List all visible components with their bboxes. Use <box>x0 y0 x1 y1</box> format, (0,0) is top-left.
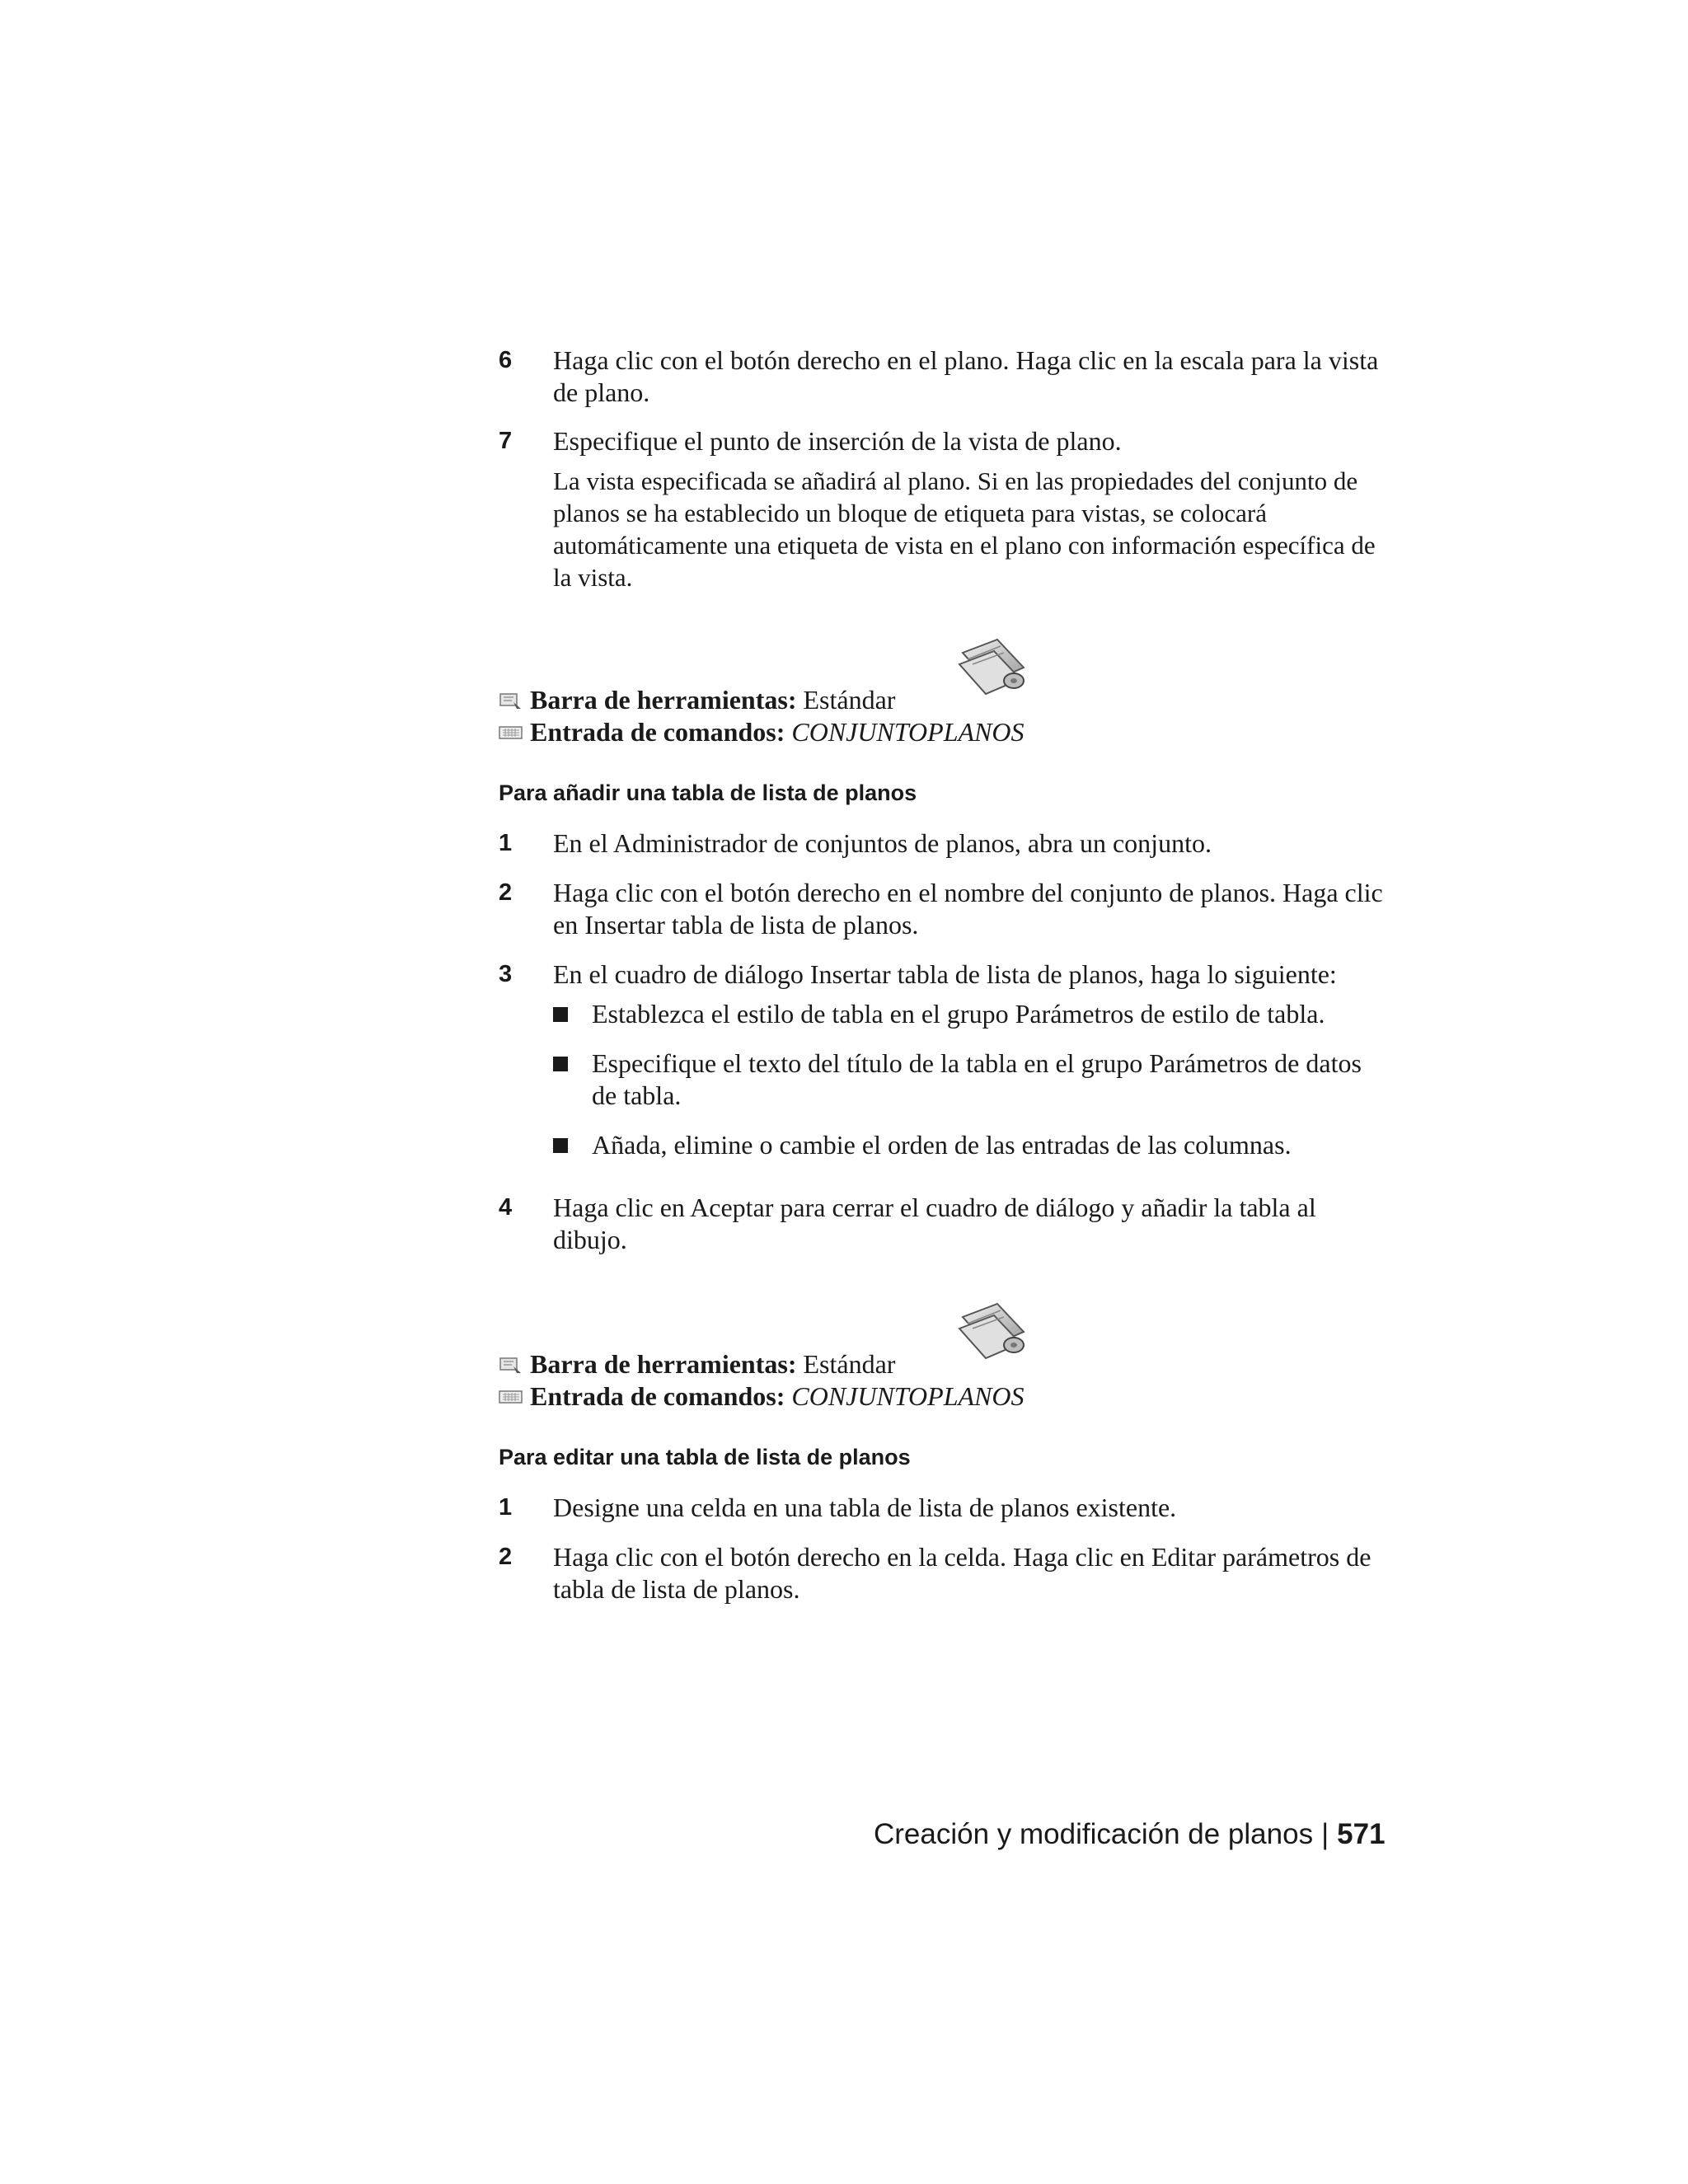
step-number: 2 <box>499 879 513 906</box>
toolbar-value: Estándar <box>803 1349 896 1379</box>
page-footer <box>874 1817 1386 1852</box>
sheet-set-manager-icon <box>956 1299 1030 1361</box>
step-7-note: La vista especificada se añadirá al plano. Si en las propiedades del conjunto de planos se ha establecido un bloque de etiqueta para vistas, se colocará automáticamente una etiqueta de vista en el plano con información específica de la vista. <box>553 466 1376 592</box>
step-number: 2 <box>499 1544 513 1570</box>
bullet-text: Establezca el estilo de tabla en el grupo Parámetros de estilo de tabla. <box>592 999 1325 1029</box>
step-text: Designe una celda en una tabla de lista de planos existente. <box>553 1493 1177 1522</box>
step-number: 6 <box>499 347 513 373</box>
step-text: Especifique el punto de inserción de la vista de plano. <box>553 426 1122 456</box>
toolbar-icon <box>499 691 523 710</box>
bullet-square <box>553 1138 568 1153</box>
toolbar-value: Estándar <box>803 685 896 715</box>
step-text: En el Administrador de conjuntos de planos, abra un conjunto. <box>553 828 1212 858</box>
bullet-square <box>553 1007 568 1022</box>
command-value: CONJUNTOPLANOS <box>791 717 1025 747</box>
bullet-square <box>553 1057 568 1071</box>
section-heading-edit: Para editar una tabla de lista de planos <box>499 1445 911 1469</box>
toolbar-line <box>499 1348 895 1380</box>
keyboard-icon <box>499 1387 523 1407</box>
step-text: Haga clic con el botón derecho en la celda. Haga clic en Editar parámetros de tabla de lista de planos. <box>553 1542 1372 1604</box>
command-label: Entrada de comandos: <box>530 717 785 747</box>
section-heading-add: Para añadir una tabla de lista de planos <box>499 780 917 805</box>
toolbar-line <box>499 684 895 716</box>
toolbar-icon <box>499 1355 523 1375</box>
sheet-set-manager-icon <box>956 635 1030 697</box>
bullet-text: Especifique el texto del título de la tabla en el grupo Parámetros de datos de tabla. <box>592 1048 1362 1110</box>
command-label: Entrada de comandos: <box>530 1381 785 1411</box>
chapter-title: Creación y modificación de planos <box>874 1818 1314 1850</box>
command-line <box>499 716 1024 748</box>
command-line <box>499 1380 1024 1413</box>
step-text: Haga clic en Aceptar para cerrar el cuadro de diálogo y añadir la tabla al dibujo. <box>553 1193 1316 1254</box>
step-number: 7 <box>499 428 513 454</box>
command-value: CONJUNTOPLANOS <box>791 1381 1025 1411</box>
page-number: 571 <box>1337 1818 1386 1850</box>
keyboard-icon <box>499 723 523 743</box>
step-text: Haga clic con el botón derecho en el plano. Haga clic en la escala para la vista de plano. <box>553 345 1379 407</box>
bullet-text: Añada, elimine o cambie el orden de las entradas de las columnas. <box>592 1130 1292 1160</box>
footer-separator: | <box>1321 1818 1329 1850</box>
step-text: En el cuadro de diálogo Insertar tabla de lista de planos, haga lo siguiente: <box>553 959 1337 989</box>
toolbar-label: Barra de herramientas: <box>530 1349 797 1379</box>
toolbar-label: Barra de herramientas: <box>530 685 797 715</box>
step-text: Haga clic con el botón derecho en el nombre del conjunto de planos. Haga clic en Insertar tabla de lista de planos. <box>553 878 1383 940</box>
step-number: 4 <box>499 1194 513 1221</box>
step-number: 1 <box>499 830 513 856</box>
step-number: 1 <box>499 1494 513 1521</box>
step-number: 3 <box>499 961 513 987</box>
